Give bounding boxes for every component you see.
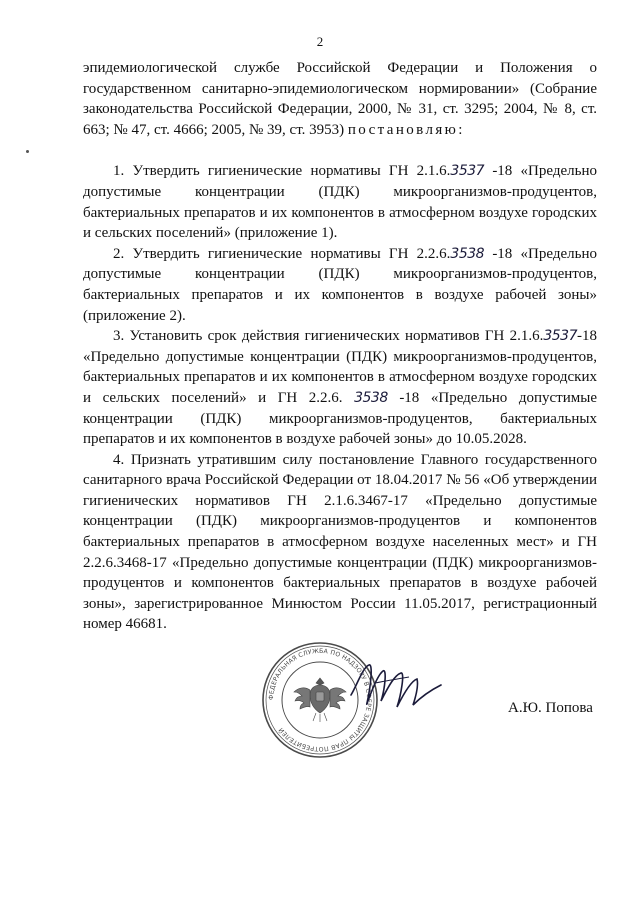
item-3-middle: -18 «Предельно допустимые концентрации (ПДК) микроорганизмов-продуцентов, бактериальных препаратов и их компонентов в атмосферном воздухе городских и сельских поселений» и ГН 2.2.6. — [83, 328, 597, 406]
item-3 — [83, 326, 597, 450]
page-number: 2 — [316, 34, 324, 49]
item-4: 4. Признать утратившим силу постановление Главного государственного санитарного врача Российской Федерации от 18.04.2017 № 56 «Об утверждении гигиенических нормативов ГН 2.1.6.3467-17 «Предельно допустимые концентрации (ПДК) микроорганизмов-продуцентов и компонентов бактериальных препаратов в атмосферном воздухе населенных мест» и ГН 2.2.6.3468-17 «Предельно допустимые концентрации (ПДК) микроорганизмов-продуцентов и компонентов бактериальных препаратов в воздухе рабочей зоны», зарегистрированное Минюстом России 11.05.2017, регистрационный номер 46681. — [83, 451, 597, 633]
intro-text: эпидемиологической службе Российской Федерации и Положения о государственном санитарно-эпидемиологическом нормировании» (Собрание законодательства Российской Федерации, 2000, № 31, ст. 3295; 2004, № 8, ст. 663; № 47, ст. 4666; 2005, № 39, ст. 3953) — [83, 60, 597, 138]
document-body — [83, 58, 597, 635]
handwritten-number: 3537 — [543, 328, 577, 345]
item-3-start: 3. Установить срок действия гигиенических нормативов ГН 2.1.6. — [113, 328, 544, 345]
svg-text:ФЕДЕРАЛЬНАЯ СЛУЖБА ПО НАДЗОРУ: ФЕДЕРАЛЬНАЯ СЛУЖБА ПО НАДЗОРУ В СФЕРЕ ЗАЩИТЫ ПРАВ ПОТРЕБИТЕЛЕЙ — [267, 647, 373, 753]
resolve-word: постановляю: — [347, 121, 465, 138]
item-3-end: -18 «Предельно допустимые концентрации (ПДК) микроорганизмов-продуцентов, бактериальных препаратов и их компонентов в воздухе рабочей зоны» до 10.05.2028. — [83, 389, 597, 448]
item-2 — [83, 244, 597, 326]
handwritten-number: 3538 — [450, 245, 485, 262]
item-1-start: 1. Утвердить гигиенические нормативы ГН 2.1.6. — [113, 163, 451, 180]
handwritten-number: 3538 — [354, 389, 388, 406]
eagle-emblem — [294, 678, 346, 722]
intro-paragraph — [83, 58, 597, 140]
handwritten-signature — [345, 655, 445, 725]
signer-name: А.Ю. Попова — [508, 700, 593, 716]
item-2-start: 2. Утвердить гигиенические нормативы ГН 2.2.6. — [113, 245, 451, 262]
item-2-rest: -18 «Предельно допустимые концентрации (ПДК) микроорганизмов-продуцентов, бактериальных препаратов и их компонентов в воздухе рабочей зоны» (приложение 2). — [83, 245, 597, 324]
item-1 — [83, 161, 597, 243]
item-1-rest: -18 «Предельно допустимые концентрации (ПДК) микроорганизмов-продуцентов, бактериальных препаратов и их компонентов в атмосферном воздухе городских и сельских поселений» (приложение 1). — [83, 163, 597, 242]
margin-mark — [26, 150, 29, 153]
handwritten-number: 3537 — [450, 163, 485, 180]
